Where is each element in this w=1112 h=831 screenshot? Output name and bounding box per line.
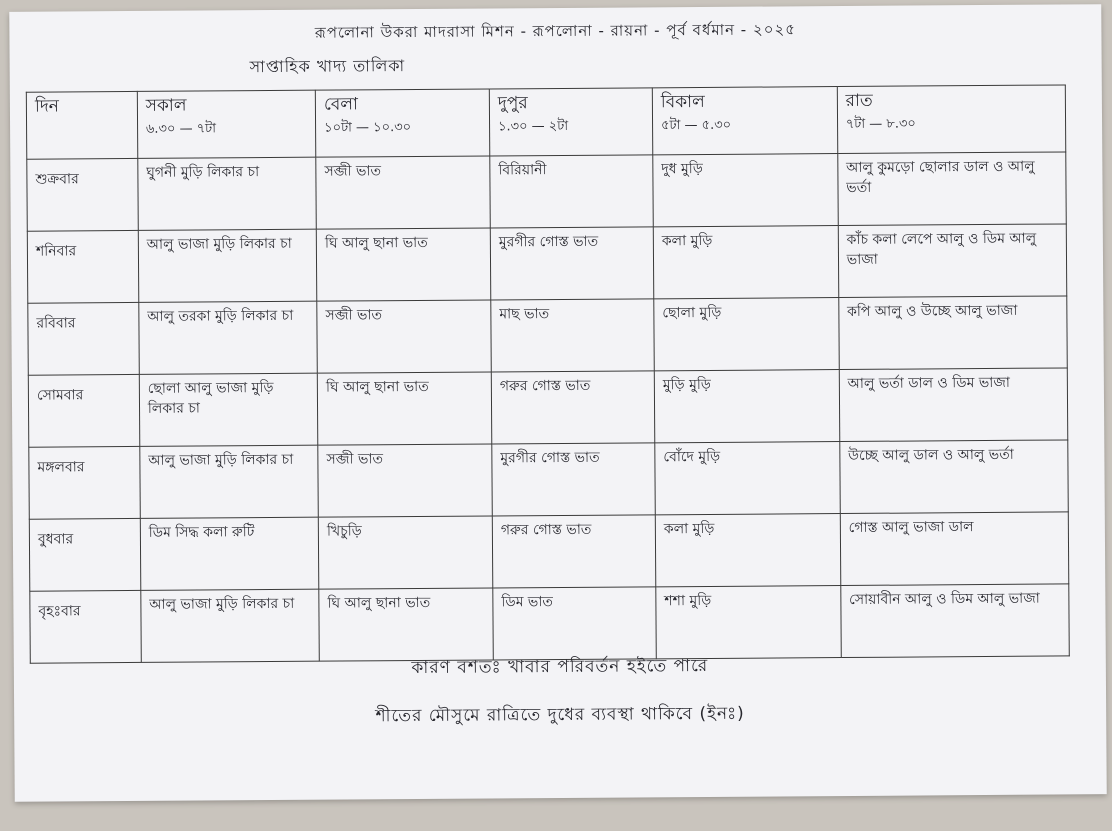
header-forenoon-time: ১০টা — ১০.৩০	[324, 120, 412, 136]
header-noon: দুপুর ১.৩০ — ২টা	[489, 88, 652, 156]
afternoon-cell: মুড়ি মুড়ি	[654, 370, 839, 443]
forenoon-cell: খিচুড়ি	[318, 516, 492, 589]
table-row	[28, 368, 1067, 447]
day-cell: বুধবার	[29, 518, 140, 591]
forenoon-cell: ঘি আলু ছানা ভাত	[319, 588, 493, 661]
day-cell: শুক্রবার	[27, 158, 138, 231]
change-notice: কারণ বশতঃ খাবার পরিবর্তন হইতে পারে	[411, 655, 709, 679]
menu-title: সাপ্তাহিক খাদ্য তালিকা	[249, 56, 406, 77]
forenoon-cell: ঘি আলু ছানা ভাত	[317, 372, 491, 445]
afternoon-cell: কলা মুড়ি	[655, 514, 840, 587]
afternoon-cell: দুধ মুড়ি	[653, 154, 838, 227]
header-night: রাত ৭টা — ৮.৩০	[837, 85, 1066, 154]
header-day: দিন	[26, 91, 137, 159]
noon-cell: ডিম ভাত	[493, 587, 657, 660]
afternoon-cell: কলা মুড়ি	[653, 226, 838, 299]
day-cell: রবিবার	[28, 302, 139, 375]
table-body	[27, 152, 1069, 663]
header-morning-time: ৬.৩০ — ৭টা	[145, 121, 217, 137]
morning-cell: ছোলা আলু ভাজা মুড়ি লিকার চা	[139, 373, 318, 446]
forenoon-cell: সব্জী ভাত	[317, 300, 491, 373]
day-cell: মঙ্গলবার	[29, 446, 140, 519]
noon-cell: মুরগীর গোস্ত ভাত	[490, 227, 654, 300]
header-night-time: ৭টা — ৮.৩০	[845, 116, 916, 132]
table-header	[26, 85, 1065, 159]
night-cell: কাঁচ কলা লেপে আলু ও ডিম আলু ভাজা	[838, 224, 1067, 298]
noon-cell: মুরগীর গোস্ত ভাত	[492, 443, 656, 516]
header-morning: সকাল ৬.৩০ — ৭টা	[137, 90, 316, 158]
night-cell: গোস্ত আলু ভাজা ডাল	[840, 512, 1069, 586]
forenoon-cell: ঘি আলু ছানা ভাত	[316, 228, 490, 301]
table-row	[27, 152, 1066, 231]
header-forenoon: বেলা ১০টা — ১০.৩০	[315, 89, 489, 157]
header-noon-time: ১.৩০ — ২টা	[497, 118, 569, 135]
morning-cell: আলু ভাজা মুড়ি লিকার চা	[140, 445, 319, 518]
table-row	[28, 296, 1067, 375]
day-cell: সোমবার	[28, 374, 139, 447]
noon-cell: গরুর গোস্ত ভাত	[491, 371, 655, 444]
noon-cell: গরুর গোস্ত ভাত	[492, 515, 656, 588]
menu-sheet	[9, 4, 1106, 802]
morning-cell: ঘুগনী মুড়ি লিকার চা	[138, 157, 317, 230]
header-row	[26, 85, 1065, 159]
table-row	[29, 512, 1068, 591]
afternoon-cell: শশা মুড়ি	[656, 586, 841, 659]
forenoon-cell: সব্জী ভাত	[318, 444, 492, 517]
morning-cell: আলু ভাজা মুড়ি লিকার চা	[141, 589, 320, 662]
noon-cell: মাছ ভাত	[491, 299, 655, 372]
day-cell: বৃহঃবার	[30, 590, 141, 663]
morning-cell: আলু তরকা মুড়ি লিকার চা	[139, 301, 318, 374]
night-cell: কপি আলু ও উচ্ছে আলু ভাজা	[839, 296, 1068, 370]
afternoon-cell: ছোলা মুড়ি	[654, 298, 839, 371]
winter-milk-notice: শীতের মৌসুমে রাত্রিতে দুধের ব্যবস্থা থাকিবে (ইনঃ)	[375, 703, 745, 727]
header-afternoon: বিকাল ৫টা — ৫.৩০	[652, 87, 837, 155]
weekly-food-table	[26, 84, 1070, 663]
table-row	[29, 440, 1068, 519]
night-cell: আলু ভর্তা ডাল ও ডিম ভাজা	[839, 368, 1068, 442]
night-cell: আলু কুমড়ো ছোলার ডাল ও আলু ভর্তা	[837, 152, 1066, 226]
morning-cell: আলু ভাজা মুড়ি লিকার চা	[138, 229, 317, 302]
morning-cell: ডিম সিদ্ধ কলা রুটি	[140, 517, 319, 590]
institution-heading: রূপলোনা উকরা মাদরাসা মিশন - রূপলোনা - রায়না - পূর্ব বর্ধমান - ২০২৫	[314, 20, 797, 42]
day-cell: শনিবার	[27, 230, 138, 303]
forenoon-cell: সব্জী ভাত	[316, 156, 490, 229]
night-cell: উচ্ছে আলু ডাল ও আলু ভর্তা	[840, 440, 1069, 514]
afternoon-cell: বোঁদে মুড়ি	[655, 442, 840, 515]
night-cell: সোয়াবীন আলু ও ডিম আলু ভাজা	[841, 584, 1070, 658]
table-row	[27, 224, 1066, 303]
noon-cell: বিরিয়ানী	[490, 155, 654, 228]
header-afternoon-time: ৫টা — ৫.৩০	[660, 117, 732, 134]
